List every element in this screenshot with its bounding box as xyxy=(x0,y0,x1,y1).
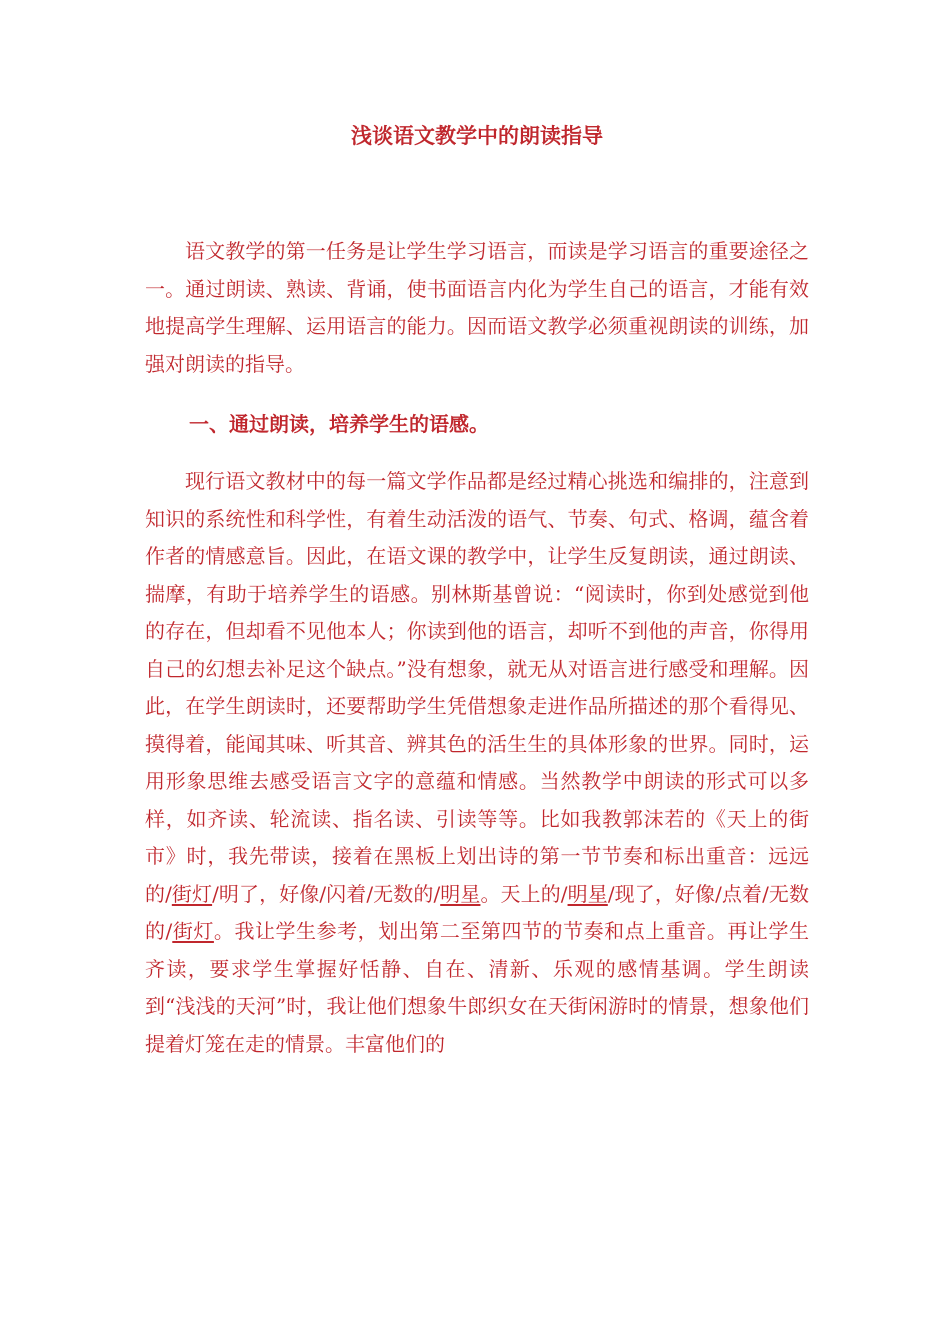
intro-paragraph: 语文教学的第一任务是让学生学习语言，而读是学习语言的重要途径之一。通过朗读、熟读、背诵，使书面语言内化为学生自己的语言，才能有效地提高学生理解、运用语言的能力。因而语文教学必须重视朗读的训练，加强对朗读的指导。 xyxy=(145,239,809,376)
underlined-word: 街灯 xyxy=(172,919,214,943)
paragraph-text: 现行语文教材中的每一篇文学作品都是经过精心挑选和编排的，注意到知识的系统性和科学性，有着生动活泼的语气、节奏、句式、格调，蕴含着作者的情感意旨。因此，在语文课的教学中，让学生反复朗读，通过朗读、揣摩，有助于培养学生的语感。别林斯基曾说：“阅读时，你到处感觉到他的存在，但却看不见他本人；你读到他的语言，却听不到他的声音，你得用自己的幻想去补足这个缺点。”没有想象，就无从对语言进行感受和理解。因此，在学生朗读时，还要帮助学生凭借想象走进作品所描述的那个看得见、摸得着，能闻其味、听其音、辨其色的活生生的具体形象的世界。同时，运用形象思维去感受语言文字的意蕴和情感。当然教学中朗读的形式可以多样，如齐读、轮流读、指名读、引读等等。比如我教郭沫若的《天上的街市》时，我先带读，接着在黑板上划出诗的第一节节奏和标出重音：远远的/ xyxy=(145,469,809,906)
paragraph-text: 。我让学生参考，划出第二至第四节的节奏和点上重音。再让学生齐读，要求学生掌握好恬静、自在、清新、乐观的感情基调。学生朗读到“浅浅的天河”时，我让他们想象牛郎织女在天街闲游时的情景，想象他们提着灯笼在走的情景。丰富他们的 xyxy=(145,919,809,1056)
section-heading: 一、通过朗读，培养学生的语感。 xyxy=(189,412,489,436)
document-title: 浅谈语文教学中的朗读指导 xyxy=(351,124,603,148)
underlined-word: 明星 xyxy=(567,881,608,906)
paragraph-text: /现了，好像/点着/无数的/ xyxy=(145,881,809,943)
underlined-word: 街灯 xyxy=(171,881,213,906)
paragraph-text: 。天上的/ xyxy=(480,881,568,906)
body-paragraph xyxy=(145,463,809,1063)
underlined-word: 明星 xyxy=(440,881,481,906)
paragraph-text: /明了，好像/闪着/无数的/ xyxy=(212,881,441,906)
